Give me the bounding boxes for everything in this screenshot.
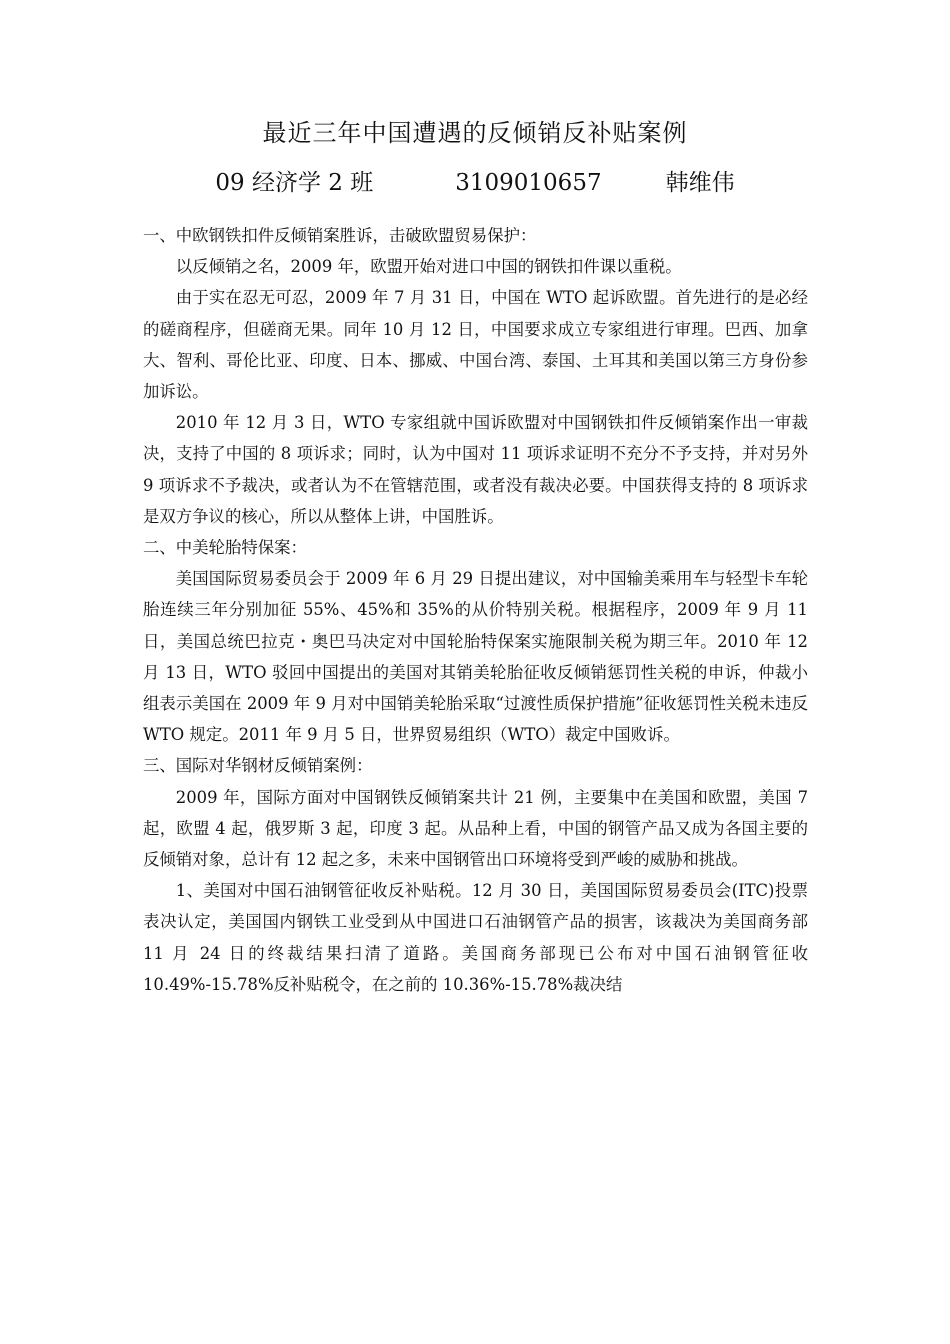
document-title: 最近三年中国遭遇的反倾销反补贴案例 <box>262 119 688 147</box>
document-body <box>143 220 808 1000</box>
author-name: 韩维伟 <box>665 170 735 196</box>
section-heading-1: 一、中欧钢铁扣件反倾销案胜诉，击破欧盟贸易保护： <box>143 226 537 245</box>
section-heading-3: 三、国际对华钢材反倾销案例： <box>143 756 373 776</box>
section-heading-2: 二、中美轮胎特保案： <box>143 538 307 558</box>
body-paragraph: 美国国际贸易委员会于 2009 年 6 月 29 日提出建议，对中国输美乘用车与轻型卡车轮胎连续三年分别加征 55%、45%和 35%的从价特别关税。根据程序，2009 年 9 月 11 日，美国总统巴拉克・奥巴马决定对中国轮胎特保案实施限制关税为期三年。2010 年 12 月 13 日，WTO 驳回中国提出的美国对其销美轮胎征收反倾销惩罚性关税的申诉，仲裁小组表示美国在 2009 年 9 月对中国销美轮胎采取“过渡性质保护措施”征收惩罚性关税未违反 WTO 规定。2011 年 9 月 5 日，世界贸易组织（WTO）裁定中国败诉。 <box>143 569 808 745</box>
body-paragraph: 1、美国对中国石油钢管征收反补贴税。12 月 30 日，美国国际贸易委员会(ITC)投票表决认定，美国国内钢铁工业受到从中国进口石油钢管产品的损害，该裁决为美国商务部 11 月 24 日的终裁结果扫清了道路。美国商务部现已公布对中国石油钢管征收 10.49%-15.78%反补贴税令，在之前的 10.36%-15.78%裁决结 <box>143 881 808 994</box>
student-id: 3109010657 <box>455 170 602 196</box>
body-paragraph: 以反倾销之名，2009 年，欧盟开始对进口中国的钢铁扣件课以重税。 <box>175 257 682 277</box>
class-name: 09 经济学 2 班 <box>215 170 374 196</box>
body-paragraph: 2010 年 12 月 3 日，WTO 专家组就中国诉欧盟对中国钢铁扣件反倾销案作出一审裁决，支持了中国的 8 项诉求；同时，认为中国对 11 项诉求证明不充分不予支持，并对另外 9 项诉求不予裁决，或者认为不在管辖范围，或者没有裁决必要。中国获得支持的 8 项诉求是双方争议的核心，所以从整体上讲，中国胜诉。 <box>143 413 808 526</box>
author-line <box>0 168 950 198</box>
body-paragraph: 由于实在忍无可忍，2009 年 7 月 31 日，中国在 WTO 起诉欧盟。首先进行的是必经的磋商程序，但磋商无果。同年 10 月 12 日，中国要求成立专家组进行审理。巴西、加拿大、智利、哥伦比亚、印度、日本、挪威、中国台湾、泰国、土耳其和美国以第三方身份参加诉讼。 <box>143 288 808 402</box>
body-paragraph: 2009 年，国际方面对中国钢铁反倾销案共计 21 例，主要集中在美国和欧盟，美国 7 起，欧盟 4 起，俄罗斯 3 起，印度 3 起。从品种上看，中国的钢管产品又成为各国主要的反倾销对象，总计有 12 起之多，未来中国钢管出口环境将受到严峻的威胁和挑战。 <box>143 787 808 870</box>
